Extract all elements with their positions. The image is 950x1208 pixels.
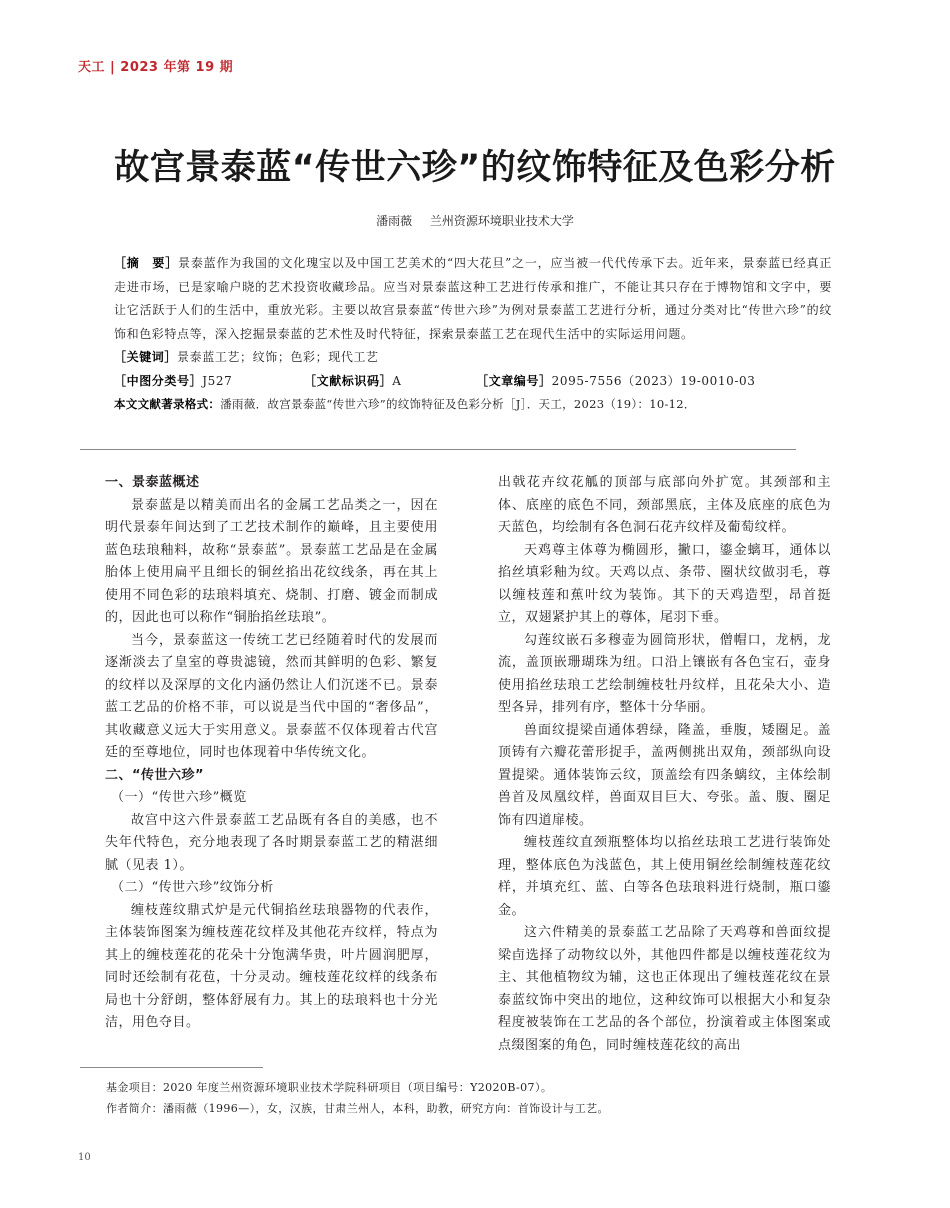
heading-six-treasures: 二、“传世六珍” — [105, 767, 205, 783]
paragraph: 缠枝莲纹鼎式炉是元代铜掐丝珐琅器物的代表作，主体装饰图案为缠枝莲花纹样及其他花卉纹样，特点为其上的缠枝莲花的花朵十分饱满华贵，叶片圆润肥厚，同时还绘制有花苞，十分灵动。缠枝莲花纹样的线条布局也十分舒朗，整体舒展有力。其上的珐琅料也十分光洁，用色夺目。 — [105, 902, 438, 1030]
paragraph: 缠枝莲纹直颈瓶整体均以掐丝珐琅工艺进行装饰处理，整体底色为浅蓝色，其上使用铜丝绘制缠枝莲花纹样，并填充红、蓝、白等各色珐琅料进行烧制，瓶口鎏金。 — [498, 835, 831, 918]
fund-text: 2020 年度兰州资源环境职业技术学院科研项目（项目编号：Y2020B-07）。 — [163, 1081, 553, 1094]
citation-line — [80, 393, 832, 417]
author-line — [0, 212, 950, 229]
subheading-pattern-analysis: （二）“传世六珍”纹饰分析 — [111, 880, 274, 895]
paragraph: 当今，景泰蓝这一传统工艺已经随着时代的发展而逐渐淡去了皇室的尊贵滤镜，然而其鲜明的色彩、繁复的纹样以及深厚的文化内涵仍然让人们沉迷不已。景泰蓝工艺品的价格不菲，可以说是当代中国的“奢侈品”，其收藏意义远大于实用意义。景泰蓝不仅体现着古代宫廷的至尊地位，同时也体现着中华传统文化。 — [105, 632, 438, 760]
abstract-paragraph — [80, 252, 832, 346]
article-title: 故宫景泰蓝“传世六珍”的纹饰特征及色彩分析 — [114, 148, 836, 188]
bio-label: 作者简介： — [106, 1102, 163, 1115]
keywords-text: 景泰蓝工艺；纹饰；色彩；现代工艺 — [177, 350, 379, 364]
paragraph: 故宫中这六件景泰蓝工艺品既有各自的美感，也不失年代特色，充分地表现了各时期景泰蓝工艺的精湛细腻（见表 1）。 — [105, 812, 438, 873]
subheading-overview: （一）“传世六珍”概览 — [111, 790, 247, 805]
footnote-divider — [80, 1067, 263, 1068]
paragraph: 兽面纹提梁卣通体碧绿，隆盖，垂腹，矮圈足。盖顶铸有六瓣花蕾形捉手，盖两侧挑出双角，颈部纵向设置提梁。通体装饰云纹，顶盖绘有四条螭纹，主体绘制兽首及凤凰纹样，兽面双目巨大、夸张。盖、腹、圈足饰有四道扉棱。 — [498, 722, 831, 828]
paragraph: 景泰蓝是以精美而出名的金属工艺品类之一，因在明代景泰年间达到了工艺技术制作的巅峰，且主要使用蓝色珐琅釉料，故称“景泰蓝”。景泰蓝工艺品是在金属胎体上使用扁平且细长的铜丝掐出花纹线条，再在其上使用不同色彩的珐琅料填充、烧制、打磨、镀金而制成的，因此也可以称作“铜胎掐丝珐琅”。 — [105, 497, 438, 625]
body-column-left — [105, 472, 438, 1035]
article-no-cell — [476, 370, 755, 394]
clc-value: J527 — [202, 373, 233, 388]
article-no-label: ［文章编号］ — [476, 373, 552, 388]
section-divider — [80, 449, 796, 450]
doc-code-value: A — [392, 373, 402, 388]
abstract-label: ［摘 要］ — [114, 256, 179, 270]
bio-text: 潘雨薇（1996—），女，汉族，甘肃兰州人，本科，助教，研究方向：首饰设计与工艺。 — [163, 1102, 609, 1115]
classification-row — [80, 370, 832, 394]
paragraph: 勾莲纹嵌石多穆壶为圆筒形状，僧帽口，龙柄，龙流，盖顶嵌珊瑚珠为纽。口沿上镶嵌有各色宝石，壶身使用掐丝珐琅工艺绘制缠枝牡丹纹样，且花朵大小、造型各异，排列有序，整体十分华丽。 — [498, 632, 831, 715]
abstract-block — [80, 252, 832, 417]
fund-note — [106, 1077, 866, 1098]
keywords-line — [80, 346, 832, 370]
paragraph-continued: 出戟花卉纹花觚的顶部与底部向外扩宽。其颈部和主体、底座的底色不同，颈部黑底，主体及底座的底色为天蓝色，均绘制有各色洞石花卉纹样及葡萄纹样。 — [498, 475, 831, 535]
heading-overview: 一、景泰蓝概述 — [105, 475, 200, 490]
paragraph: 天鸡尊主体尊为椭圆形，撇口，鎏金螭耳，通体以掐丝填彩釉为纹。天鸡以点、条带、圈状纹做羽毛，尊以缠枝莲和蕉叶纹为装饰。其下的天鸡造型，昂首挺立，双翅紧护其上的尊体，尾羽下垂。 — [498, 542, 831, 625]
citation-label: 本文文献著录格式： — [114, 397, 221, 411]
running-header: 天工 | 2023 年第 19 期 — [78, 60, 234, 75]
author-affiliation: 兰州资源环境职业技术大学 — [429, 214, 574, 228]
abstract-text: 景泰蓝作为我国的文化瑰宝以及中国工艺美术的“四大花旦”之一，应当被一代代传承下去。近年来，景泰蓝已经真正走进市场，已是家喻户晓的艺术投资收藏珍品。应当对景泰蓝这种工艺进行传承和推广，不能让其只存在于博物馆和文字中，要让它活跃于人们的生活中，重放光彩。主要以故宫景泰蓝“传世六珍”为例对景泰蓝工艺进行分析，通过分类对比“传世六珍”的纹饰和色彩特点等，深入挖掘景泰蓝的艺术性及时代特征，探索景泰蓝工艺在现代生活中的实际运用问题。 — [114, 256, 832, 341]
page-number: 10 — [78, 1152, 91, 1163]
fund-label: 基金项目： — [106, 1081, 163, 1094]
author-bio-note — [106, 1098, 866, 1119]
article-no-value: 2095-7556（2023）19-0010-03 — [551, 373, 756, 388]
footnotes — [106, 1077, 866, 1119]
clc-cell — [114, 370, 304, 394]
body-column-right — [498, 472, 831, 1057]
doc-code-cell — [304, 370, 476, 394]
citation-text: 潘雨薇．故宫景泰蓝“传世六珍”的纹饰特征及色彩分析［J］．天工，2023（19）：10-12． — [220, 397, 696, 411]
keywords-label: ［关键词］ — [114, 350, 178, 364]
doc-code-label: ［文献标识码］ — [304, 373, 393, 388]
author-name: 潘雨薇 — [376, 214, 413, 228]
paragraph: 这六件精美的景泰蓝工艺品除了天鸡尊和兽面纹提梁卣选择了动物纹以外，其他四件都是以缠枝莲花纹为主、其他植物纹为辅，这也正体现出了缠枝莲花纹在景泰蓝纹饰中突出的地位，这种纹饰可以根据大小和复杂程度被装饰在工艺品的各个部位，扮演着或主体图案或点缀图案的角色，同时缠枝莲花纹的高出 — [498, 925, 831, 1053]
clc-label: ［中图分类号］ — [114, 373, 203, 388]
